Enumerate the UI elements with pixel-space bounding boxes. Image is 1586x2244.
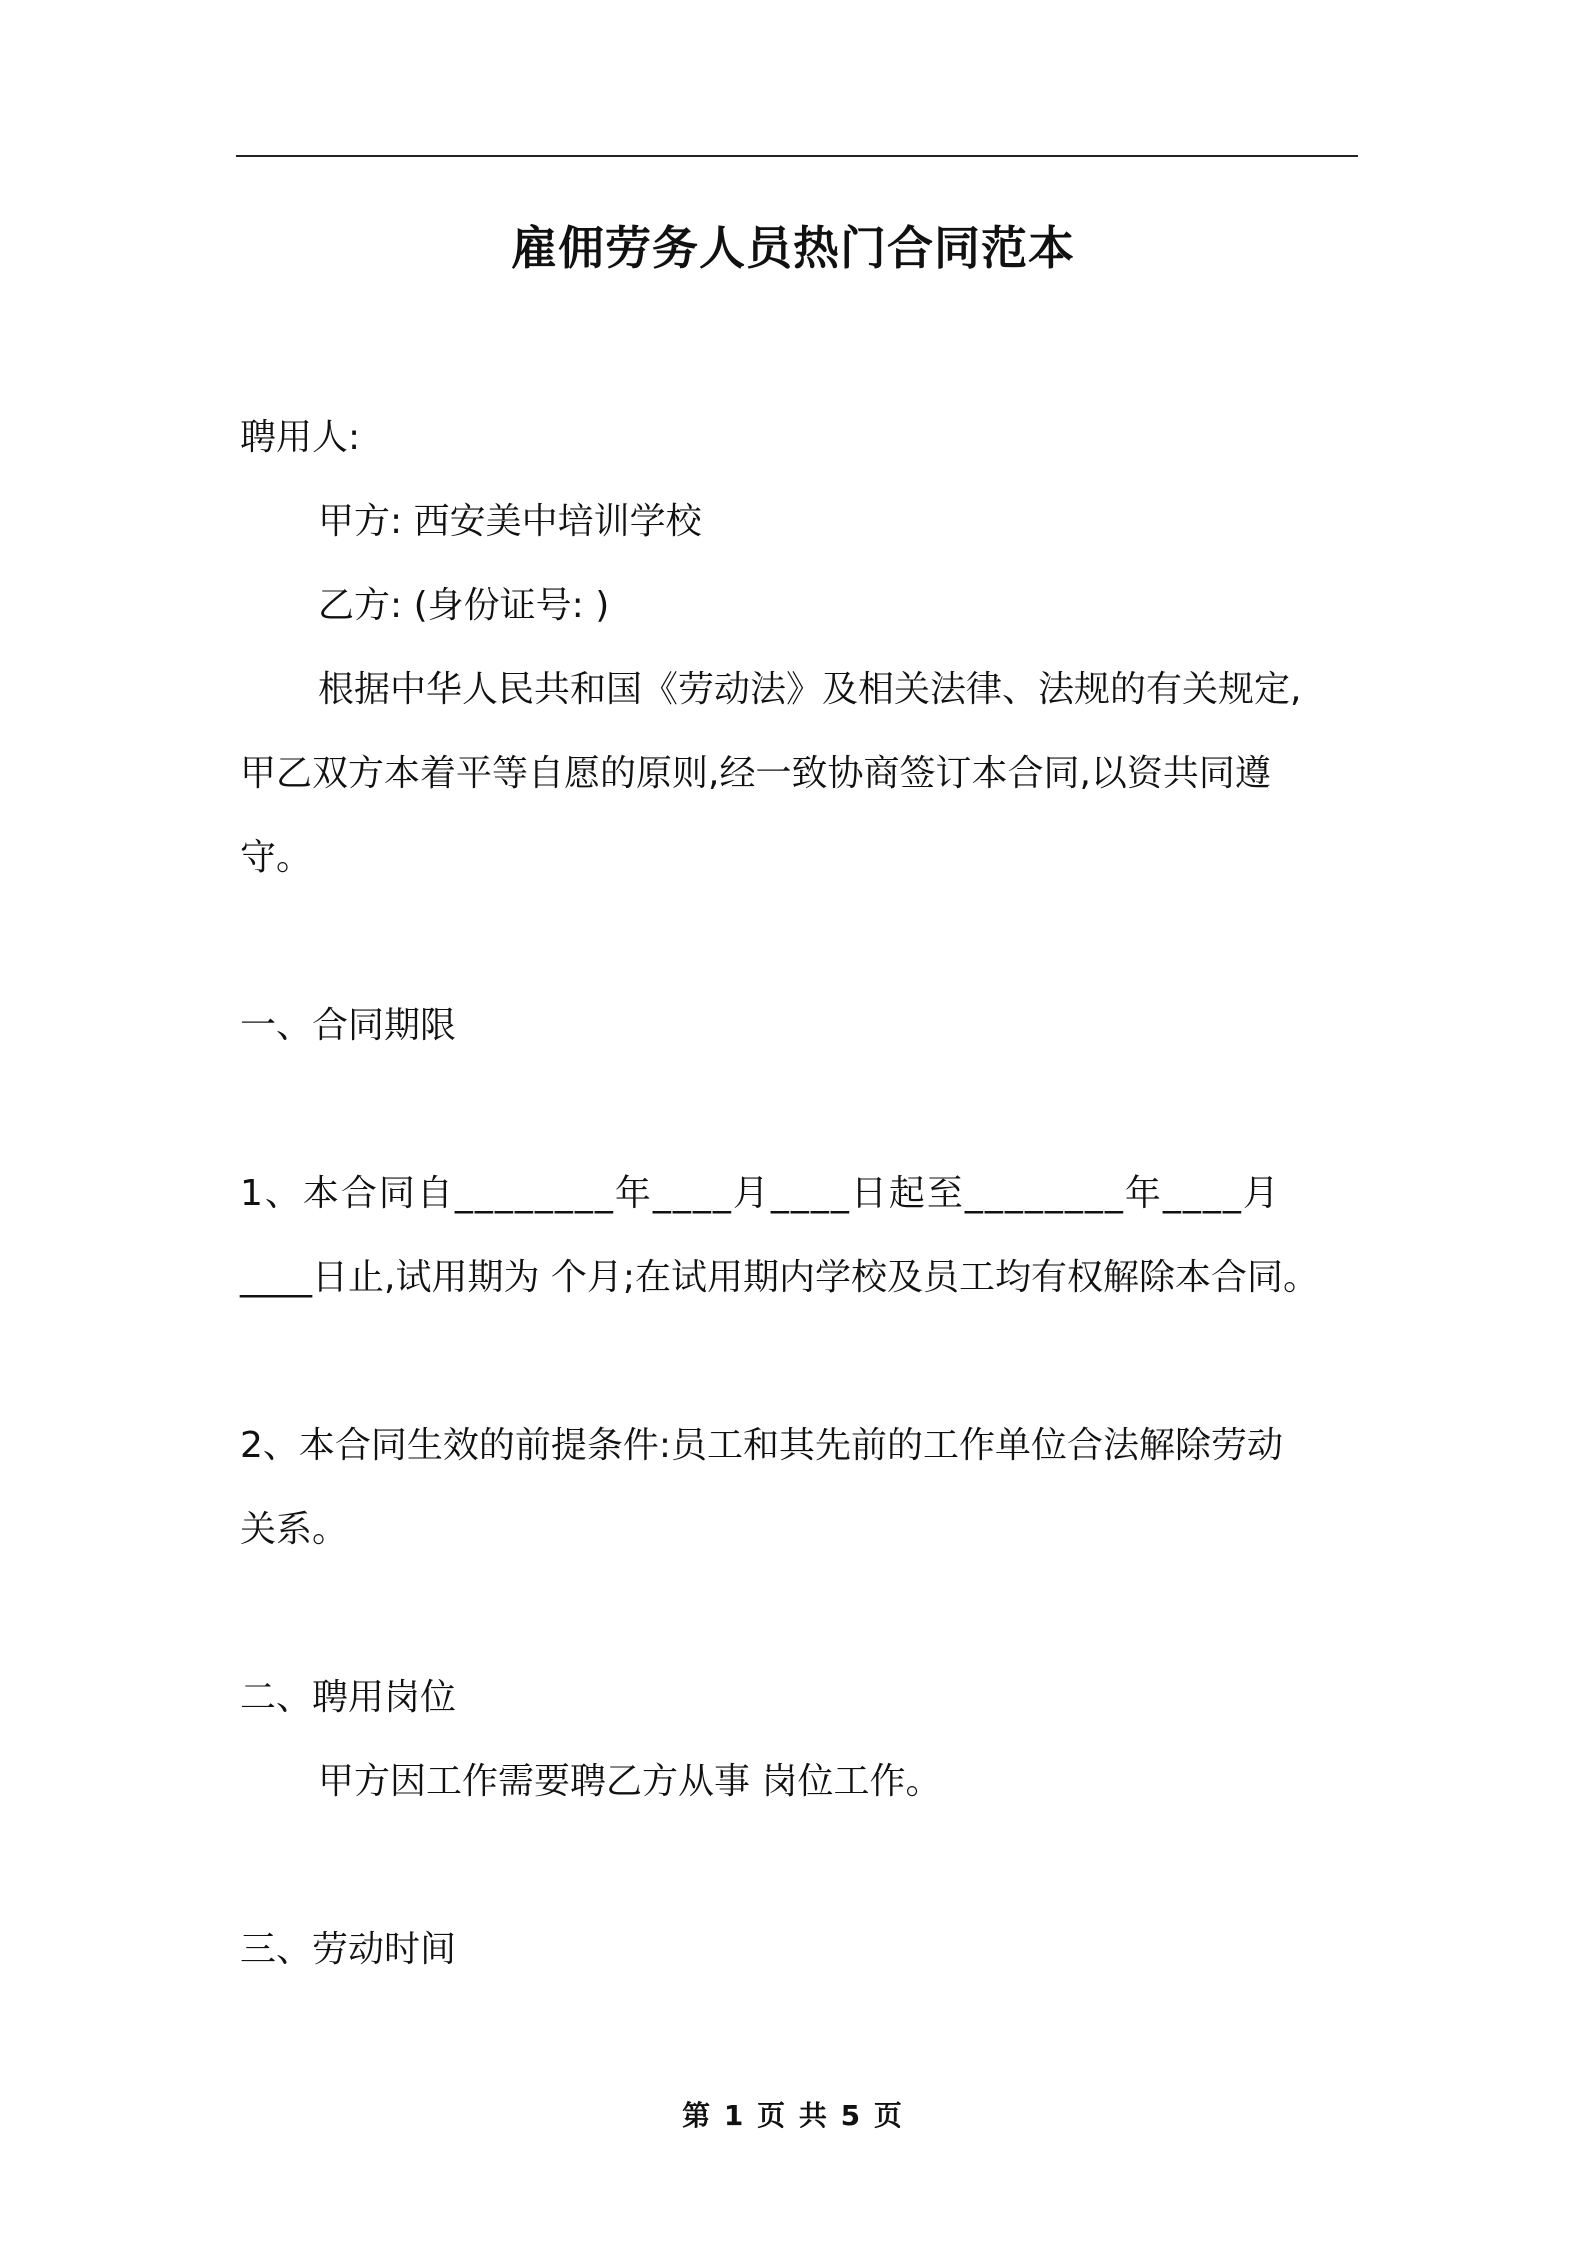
- party-a-line: 甲方: 西安美中培训学校: [318, 501, 702, 542]
- preamble-line-2: 甲乙双方本着平等自愿的原则,经一致协商签订本合同,以资共同遵: [240, 753, 1271, 794]
- document-title: 雇佣劳务人员热门合同范本: [511, 221, 1075, 275]
- page-footer: 第 1 页 共 5 页: [682, 2099, 904, 2132]
- section-1-item-1-line-1: 1、本合同自________年____月____日起至________年____月: [240, 1173, 1281, 1214]
- section-1-item-2-line-2: 关系。: [240, 1509, 349, 1550]
- header-rule: [236, 155, 1358, 157]
- section-1-heading: 一、合同期限: [240, 1005, 457, 1046]
- section-2-body: 甲方因工作需要聘乙方从事 岗位工作。: [318, 1761, 942, 1802]
- preamble-line-3: 守。: [240, 837, 313, 878]
- section-3-heading: 三、劳动时间: [240, 1929, 457, 1970]
- preamble-line-1: 根据中华人民共和国《劳动法》及相关法律、法规的有关规定,: [318, 669, 1302, 710]
- section-2-heading: 二、聘用岗位: [240, 1677, 457, 1718]
- section-1-item-1-line-2: ____日止,试用期为 个月;在试用期内学校及员工均有权解除本合同。: [240, 1257, 1320, 1298]
- party-b-line: 乙方: (身份证号: ): [318, 585, 610, 626]
- section-1-item-2-line-1: 2、本合同生效的前提条件:员工和其先前的工作单位合法解除劳动: [240, 1425, 1284, 1466]
- employer-label: 聘用人:: [240, 417, 361, 458]
